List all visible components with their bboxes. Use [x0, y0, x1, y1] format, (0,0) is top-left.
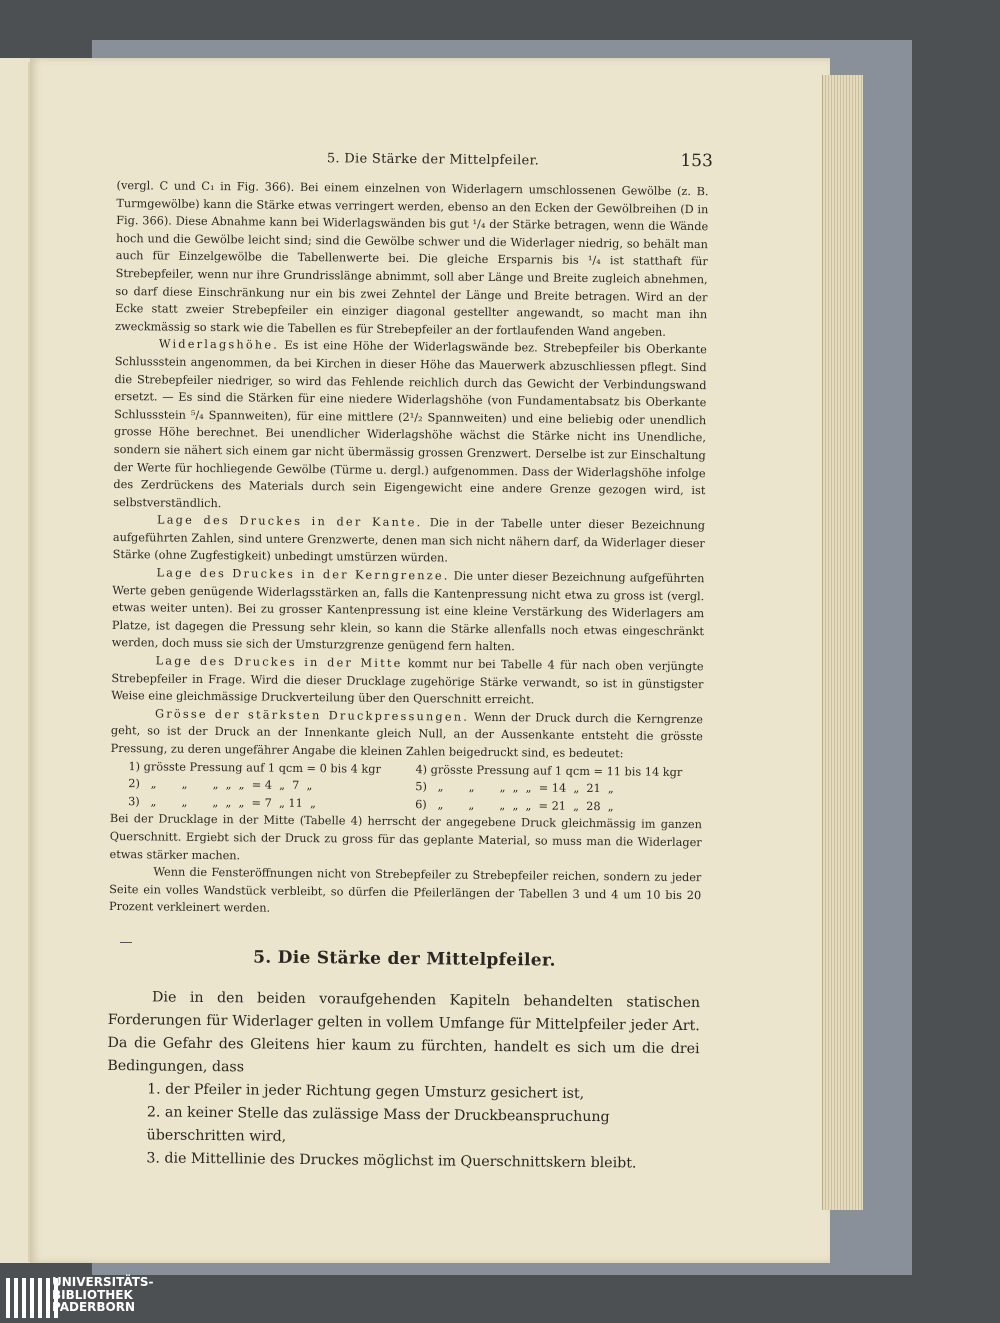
- pressure-table: [110, 758, 703, 817]
- logo-line: UNIVERSITÄTS-: [52, 1275, 154, 1289]
- library-logo-text: [52, 1276, 154, 1314]
- paragraph-druck-kerngrenze: [112, 564, 705, 658]
- paragraph-druckpressungen: [111, 705, 704, 764]
- paragraph-1: (vergl. C und C₁ in Fig. 366). Bei einem einzelnen von Widerlagern umschlossenen Gewölbe (z. B. Turmgewölbe) kann die Stärke etwas verringert werden, ebenso an den Ecken der Gewölbreihen (D in Fig. 366). Diese Abnahme kann bei Widerlagswänden bis gut ¹/₄ der Stärke betragen, wenn die Wände hoch und die Gewölbe leicht sind; sind die Gewölbe schwer und die Widerlager niedrig, so behält man auch für Einzelgewölbe die Tabellenwerte bei. Die gleiche Ersparnis bis ¹/₄ ist statthaft für Strebepfeiler, wenn nur ihre Grundrisslänge abnimmt, soll aber Länge und Breite zugleich abnehmen, so darf diese Einschränkung nur ein bis zwei Zehntel der Länge und Breite betragen. Wird an der Ecke statt zweier Strebepfeiler ein einziger diagonal gestellter angewandt, so macht man ihn zweckmässig so stark wie die Tabellen es für Strebepfeiler an der fortlaufenden Wand angeben.: [115, 178, 709, 339]
- pressure-cell-right: 4) grösste Pressung auf 1 qcm = 11 bis 14 kgr: [415, 762, 683, 779]
- condition-list: [106, 1078, 699, 1176]
- running-head: [117, 145, 713, 183]
- pressure-cell-left: 2) „ „ „ „ „ = 4 „ 7 „: [128, 777, 313, 793]
- page-edges-stack: [822, 75, 863, 1210]
- page-content: [106, 145, 713, 1176]
- paragraph-fensteroeffnungen: Wenn die Fensteröffnungen nicht von Strebepfeiler zu Strebepfeiler reichen, sondern zu jeder Seite ein volles Wandstück verbleibt, so dürfen die Pfeilerlängen der Tabellen 3 und 4 um 10 bis 20 Prozent verkleinert werden.: [108, 865, 702, 915]
- library-footer: [0, 1275, 1000, 1323]
- logo-line: PADERBORN: [52, 1300, 136, 1315]
- library-logo-icon: [6, 1278, 58, 1318]
- paragraph-body: Es ist eine Höhe der Widerlagswände bez. Strebepfeiler bis Oberkante Schlussstein angenommen, da bei Kirchen in dieser Höhe das Mauerwerk abzuschliessen pflegt. Sind die Strebepfeiler niedriger, so wird das Fehlende reichlich durch das Gewicht der Verbindungswand ersetzt. — Es sind die Stärken für eine niedere Widerlagshöhe (von Fundamentabsatz bis Oberkante Schlussstein ⁵/₄ Spannweiten), für eine mittlere (2¹/₂ Spannweiten) und eine beliebig oder unendlich grosse Höhe berechnet. Bei unendlicher Widerlagshöhe wächst die Stärke nicht ins Unendliche, sondern sie nähert sich einem gar nicht übermässig grossen Grenzwert. Derselbe ist zur Einschaltung der Werte für hochliegende Gewölbe (Türme u. dergl.) aufgenommen. Dass der Widerlagshöhe infolge des Zerdrückens des Materials durch sein Eigengewicht eine andere Grenze gezogen wird, ist selbstverständlich.: [113, 339, 707, 510]
- condition-item: 1. der Pfeiler in jeder Richtung gegen Umsturz gesichert ist,: [147, 1081, 585, 1102]
- paragraph-druck-mitte: [111, 652, 704, 711]
- page-number: 153: [680, 150, 713, 172]
- pressure-cell-right: 6) „ „ „ „ „ = 21 „ 28 „: [415, 797, 614, 814]
- paragraph-body: Die in der Tabelle unter dieser Bezeichnung aufgeführten Zahlen, sind untere Grenzwerte, denen man sich nicht nähern darf, da Widerlager dieser Stärke (ohne Zugfestigkeit) unbedingt umstürzen würden.: [112, 516, 706, 565]
- paragraph-druck-kante: [113, 511, 706, 570]
- paragraph-lead: Widerlagshöhe.: [158, 337, 280, 353]
- paragraph-lead: Lage des Druckes in der Mitte: [155, 654, 403, 671]
- paragraph-lead: Lage des Druckes in der Kante.: [157, 513, 423, 530]
- paragraph-body: Wenn der Druck durch die Kerngrenze geht, so ist der Druck an der Innenkante gleich Null, an der Aussenkante entsteht die grösste Pressung, zu deren ungefährer Angabe die kleinen Zahlen beigedruckt sind, es bedeutet:: [110, 710, 704, 761]
- section-intro: Die in den beiden voraufgehenden Kapiteln behandelten statischen Forderungen für Widerlager gelten in vollem Umfange für Mittelpfeiler jeder Art. Da die Gefahr des Gleitens hier kaum zu fürchten, handelt es sich um die drei Bedingungen, dass: [107, 989, 701, 1076]
- condition-item: 3. die Mittellinie des Druckes möglichst im Querschnittskern bleibt.: [146, 1150, 637, 1172]
- paragraph-widerlagshoehe: [113, 335, 707, 517]
- pressure-cell-left: 3) „ „ „ „ „ = 7 „ 11 „: [128, 794, 316, 810]
- paragraph-drucklage-mitte: Bei der Drucklage in der Mitte (Tabelle 4) herrscht der angegebene Druck gleichmässig im ganzen Querschnitt. Ergiebt sich der Druck zu gross für das geplante Material, so muss man die Widerlager etwas stärker machen.: [109, 812, 702, 862]
- section-heading: 5. Die Stärke der Mittelpfeiler.: [253, 947, 556, 971]
- pressure-cell-left: 1) grösste Pressung auf 1 qcm = 0 bis 4 kgr: [128, 759, 381, 776]
- pressure-cell-right: 5) „ „ „ „ „ = 14 „ 21 „: [415, 780, 614, 796]
- paragraph-body: Die unter dieser Bezeichnung aufgeführten Werte geben genügende Widerlagsstärken an, falls die Kantenpressung nicht etwa zu gross ist (vergl. etwas weiter unten). Bei zu grosser Kantenpressung ist eine kleine Verstärkung des Widerlagers am Platze, ist dagegen die Pressung sehr klein, so kann die Stärke allenfalls noch etwas eingeschränkt werden, doch muss sie sich der Umsturzgrenze genügend fern halten.: [111, 569, 705, 654]
- paragraph-body: kommt nur bei Tabelle 4 für nach oben verjüngte Strebepfeiler in Frage. Wird die dieser Drucklage zugehörige Stärke verwandt, so ist in günstigster Weise eine gleichmässige Druckverteilung über den Querschnitt erreicht.: [111, 657, 704, 707]
- running-head-title: 5. Die Stärke der Mittelpfeiler.: [326, 151, 540, 169]
- paragraph-lead: Lage des Druckes in der Kerngrenze.: [156, 566, 450, 583]
- condition-item: 2. an keiner Stelle das zulässige Mass der Druckbeanspruchung überschritten wird,: [146, 1104, 610, 1145]
- paragraph-lead: Grösse der stärksten Druckpressungen.: [154, 707, 470, 724]
- logo-line: BIBLIOTHEK: [52, 1287, 133, 1302]
